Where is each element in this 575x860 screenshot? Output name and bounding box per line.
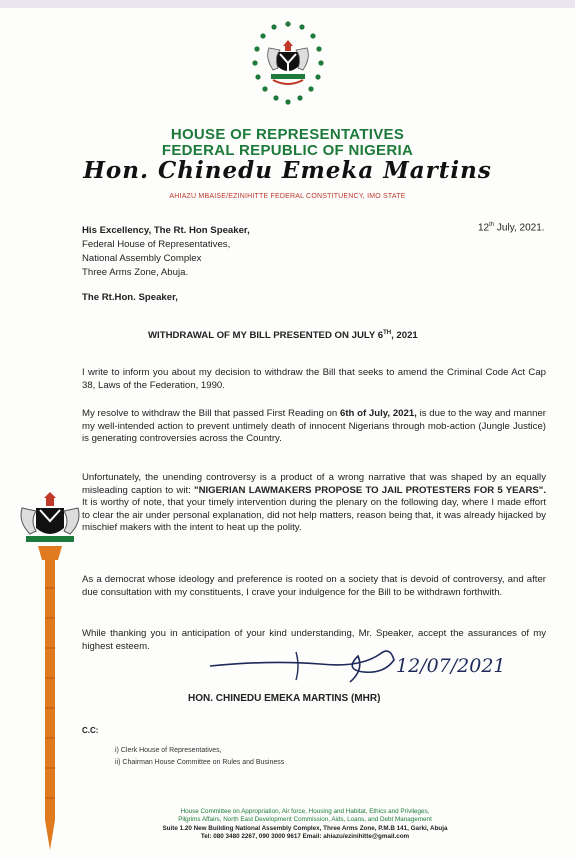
letter-footer <box>70 808 540 842</box>
cc-list <box>115 745 284 769</box>
cc-item: ii) Chairman House Committee on Rules and Business <box>115 759 285 766</box>
recipient-line: National Assembly Complex <box>82 253 202 264</box>
mace-icon <box>14 488 86 852</box>
coat-of-arms-icon <box>247 18 329 114</box>
letterhead-subtitle: FEDERAL REPUBLIC OF NIGERIA <box>161 142 414 159</box>
footer-line: Tel: 080 3480 2267, 090 3000 9617 Email: ahiazu/ezinihitte@gmail.com <box>200 833 410 841</box>
footer-line: House Committee on Appropriation, Air force, Housing and Habitat, Ethics and Privileges, <box>180 808 430 815</box>
paragraph-4: As a democrat whose ideology and preference is rooted on a society that is devoid of controversy, and after due consultation with my constituents, I crave your indulgence for the Bill to be withdrawn forthwith. <box>82 574 546 598</box>
footer-line: Suite 1.20 New Building National Assembly Complex, Three Arms Zone, P.M.B 141, Garki, Abuja <box>162 824 448 832</box>
letterhead-title: HOUSE OF REPRESENTATIVES <box>170 126 405 143</box>
cc-label: C.C: <box>82 726 99 735</box>
cc-item: i) Clerk House of Representatives, <box>115 747 222 754</box>
footer-line: Pilgrims Affairs, North East Development Commission, Aids, Loans, and Debt Management <box>178 816 432 824</box>
paragraph-3: Unfortunately, the unending controversy is a product of a wrong narrative that was shaped by an equally misleading caption to wit: "NIGERIAN LAWMAKERS PROPOSE TO JAIL PROTESTERS FOR 5 YEARS". It is worthy of note, that your timely intervention during the plenary on the following day, where I made effort to clear the air under personal explanation, did not help matters, reason being that, it was already hijacked by mischief makers with the intent to heat up the polity. <box>82 472 546 534</box>
paragraph-5: While thanking you in anticipation of your kind understanding, Mr. Speaker, accept the assurances of my highest esteem. <box>82 628 546 652</box>
letter-subject: WITHDRAWAL OF MY BILL PRESENTED ON JULY 6TH, 2021 <box>148 330 418 342</box>
handwritten-date: 12/07/2021 <box>396 655 506 677</box>
recipient-line: Three Arms Zone, Abuja. <box>82 267 189 278</box>
signatory-name: HON. CHINEDU EMEKA MARTINS (MHR) <box>188 693 381 704</box>
recipient-address <box>82 224 250 280</box>
paragraph-1: I write to inform you about my decision to withdraw the Bill that seeks to amend the Criminal Code Act Cap 38, Laws of the Federation, 1990. <box>82 367 546 391</box>
handwritten-signature <box>200 640 530 694</box>
top-border <box>0 0 575 8</box>
recipient-line: Federal House of Representatives, <box>82 239 231 250</box>
recipient-line: His Excellency, The Rt. Hon Speaker, <box>82 225 250 236</box>
member-name: Hon. Chinedu Emeka Martins <box>83 157 492 184</box>
constituency-line: AHIAZU MBAISE/EZINIHITTE FEDERAL CONSTITUENCY, IMO STATE <box>169 193 406 200</box>
salutation: The Rt.Hon. Speaker, <box>82 292 178 303</box>
letter-date: 12th July, 2021. <box>478 222 545 234</box>
paragraph-2: My resolve to withdraw the Bill that passed First Reading on 6th of July, 2021, is due to the way and manner my well-intended action to prevent untimely death of innocent Nigerians through mob-action (Jungle Justice) is generating controversies across the Country. <box>82 408 546 445</box>
